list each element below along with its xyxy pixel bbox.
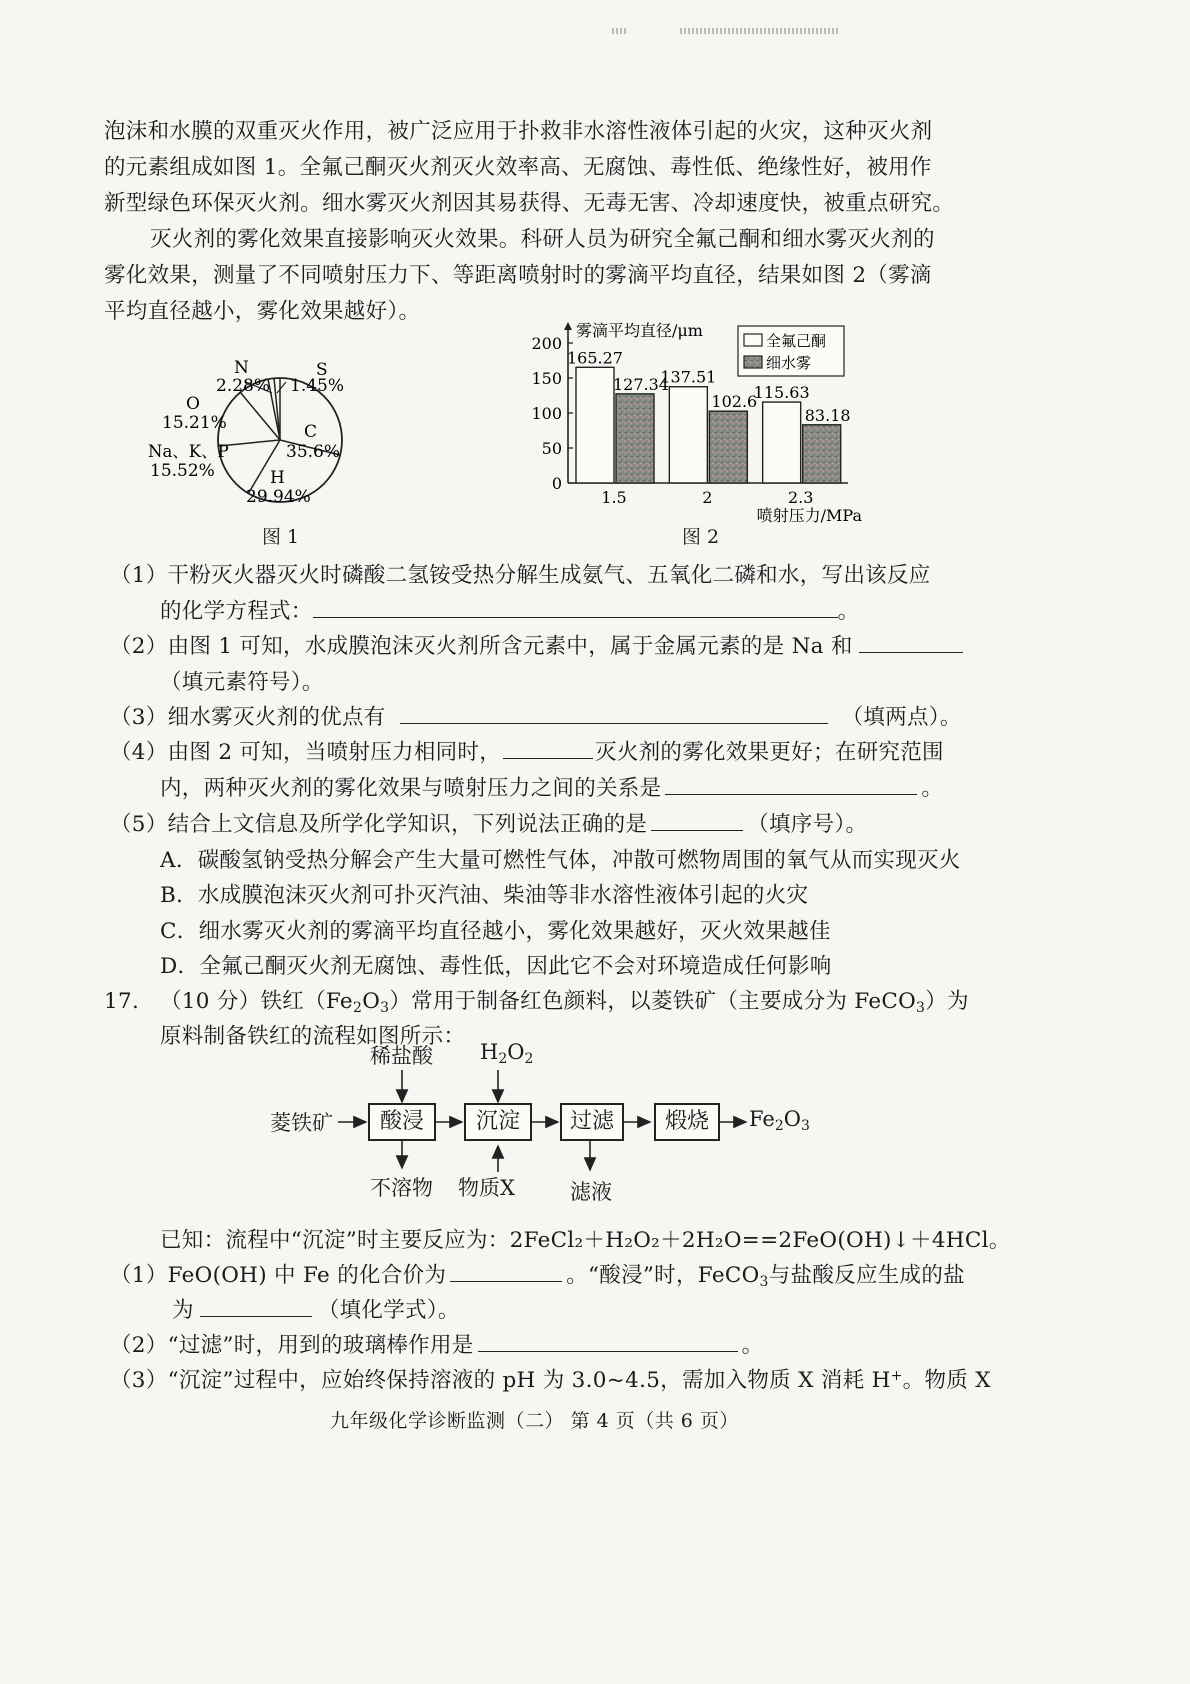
intro-line: 灭火剂的雾化效果直接影响灭火效果。科研人员为研究全氟己酮和细水雾灭火剂的 [150,227,935,252]
intro-line: 的元素组成如图 1。全氟己酮灭火剂灭火效率高、无腐蚀、毒性低、绝缘性好，被用作 [104,155,932,180]
pie-label-c-value: 35.6% [286,442,341,462]
q17-2 [110,1327,763,1365]
answer-blank[interactable] [400,699,828,724]
answer-blank[interactable] [313,593,838,618]
y-axis-label: 雾滴平均直径/μm [576,321,703,340]
bar-series-2 [616,394,654,483]
bar-series-2 [803,425,841,483]
y-tick-label: 200 [531,334,562,353]
leader-line [277,382,286,393]
q16-4-mid: 灭火剂的雾化效果更好；在研究范围 [595,740,944,765]
bar-value-label: 83.18 [804,405,851,425]
q17-3-part: 。物质 X [902,1368,991,1393]
flow-output-filtrate: 滤液 [570,1180,612,1204]
q16-1-prompt: 的化学方程式： [160,599,313,624]
q16-2-line1 [110,628,963,666]
q16-5 [110,806,867,844]
legend-entry: 细水雾 [766,354,812,372]
legend-swatch [744,334,762,346]
legend-entry: 全氟己酮 [766,332,827,350]
answer-blank[interactable] [450,1257,562,1282]
scan-mark [680,28,840,34]
q16-1-line1: （1）干粉灭火器灭火时磷酸二氢铵受热分解生成氨气、五氧化二磷和水，写出该反应 [110,563,931,588]
flow-output-insoluble: 不溶物 [370,1176,433,1200]
intro-line: 新型绿色环保灭火剂。细水雾灭火剂因其易获得、无毒无害、冷却速度快，被重点研究。 [104,191,955,216]
q17-number: 17. [104,989,140,1014]
x-tick-label: 2.3 [787,488,814,507]
bar-value-label: 127.34 [613,374,669,394]
pie-label-nakp-value: 15.52% [150,461,215,481]
q16-4-prompt: （4）由图 2 可知，当喷射压力相同时， [110,740,502,765]
bar-series-1 [576,367,614,483]
flow-step-calcine: 煅烧 [654,1103,720,1141]
flow-input-x: 物质X [458,1176,515,1200]
q16-4-line2 [160,770,943,808]
bar-series-1 [763,402,801,483]
pie-label-o-name: O [186,394,200,414]
flow-arrows [270,1060,830,1210]
q16-3-prompt: （3）细水雾灭火剂的优点有 [110,705,386,730]
intro-line: 泡沫和水膜的双重灭火作用，被广泛应用于扑救非水溶性液体引起的火灾，这种灭火剂 [104,119,933,144]
q16-4-prompt2: 内，两种灭火剂的雾化效果与喷射压力之间的关系是 [160,776,662,801]
q16-5-end: （填序号）。 [747,812,868,837]
q16-4-end: 。 [921,776,944,801]
q16-5-prompt: （5）结合上文信息及所学化学知识，下列说法正确的是 [110,812,648,837]
bar-value-label: 115.63 [753,383,810,403]
pie-label-n-name: N [234,358,249,378]
pie-label-h-name: H [270,468,285,488]
q17-stem-part: O [362,989,381,1014]
q17-stem-part: （10 分）铁红（Fe [160,989,353,1014]
answer-blank[interactable] [665,770,917,795]
q16-2-prompt: （2）由图 1 可知，水成膜泡沫灭火剂所含元素中，属于金属元素的是 Na 和 [110,634,853,659]
y-tick-label: 0 [551,474,562,493]
answer-blank[interactable] [651,806,743,831]
q16-1-end: 。 [837,599,860,624]
fig1-pie-chart [140,355,380,525]
pie-label-nakp-name: Na、K、P [148,442,229,461]
intro-line: 雾化效果，测量了不同喷射压力下、等距离喷射时的雾滴平均直径，结果如图 2（雾滴 [104,263,932,288]
bar-value-label: 165.27 [567,348,623,368]
pie-label-h-value: 29.94% [246,487,311,507]
y-axis-arrow [564,322,572,330]
y-tick-label: 100 [531,404,562,423]
q17-2-prompt: （2）“过滤”时，用到的玻璃棒作用是 [110,1333,474,1358]
q17-1-prompt: （1）FeO(OH) 中 Fe 的化合价为 [110,1263,447,1288]
q16-5-option-b[interactable]: B．水成膜泡沫灭火剂可扑灭汽油、柴油等非水溶性液体引起的火灾 [160,883,809,908]
q17-known-reaction: 已知：流程中“沉淀”时主要反应为：2FeCl₂＋H₂O₂＋2H₂O==2FeO(OH)↓＋4HCl。 [160,1228,1011,1253]
pie-slice-border [274,378,280,440]
q16-5-option-c[interactable]: C．细水雾灭火剂的雾滴平均直径越小，雾化效果越好，灭火效果越佳 [160,919,831,944]
pie-label-s-value: 1.45% [290,376,345,396]
q16-2-line2: （填元素符号）。 [160,670,324,695]
pie-label-n-value: 2.28% [216,376,271,396]
q17-2-end: 。 [741,1333,764,1358]
fig1-caption: 图 1 [262,526,300,548]
q17-stem-line2: 原料制备铁红的流程如图所示： [160,1024,466,1049]
flow-step-acid-leach: 酸浸 [368,1103,436,1141]
answer-blank[interactable] [859,628,963,653]
q16-1-line2 [160,593,859,631]
answer-blank[interactable] [478,1327,738,1352]
pie-label-s-name: S [316,360,328,380]
fig2-caption: 图 2 [682,526,720,548]
q17-1-end: 与盐酸反应生成的盐 [768,1263,965,1288]
bar-value-label: 102.6 [711,392,758,412]
pie-label-o-value: 15.21% [162,413,227,433]
q17-1-end2: （填化学式）。 [317,1298,460,1323]
bar-value-label: 137.51 [660,367,717,387]
answer-blank[interactable] [200,1292,312,1317]
q17-1-line1: （1）FeO(OH) 中 Fe 的化合价为 。“酸浸”时，FeCO$_3$与盐酸反应生成的盐 [110,1257,965,1295]
q17-3-part: （3）“沉淀”过程中，应始终保持溶液的 pH 为 3.0~4.5，需加入物质 X 消耗 H [110,1368,891,1393]
q17-3: （3）“沉淀”过程中，应始终保持溶液的 pH 为 3.0~4.5，需加入物质 X 消耗 H+。物质 X [110,1368,991,1393]
y-tick-label: 150 [531,369,562,388]
q16-3-end: （填两点）。 [841,705,962,730]
flow-input-hcl: 稀盐酸 [370,1044,433,1068]
flow-step-precipitate: 沉淀 [464,1103,532,1141]
legend-swatch [744,356,762,368]
flow-step-filter: 过滤 [560,1103,624,1141]
flow-raw-material: 菱铁矿 [270,1111,333,1135]
pie-slice-border [240,392,280,440]
q17-1-mid: 。“酸浸”时，FeCO [566,1263,760,1288]
q17-1-prompt2: 为 [172,1298,194,1323]
q17-stem-line1: （10 分）铁红$(Fe_2O_3)$常用于制备红色颜料，以菱铁矿（主要成分为 FeCO$_3$）为 [160,989,969,1016]
q17-stem-part: ）为 [925,989,969,1014]
fig2-bar-chart [510,320,870,530]
q17-stem-part: ）常用于制备红色颜料，以菱铁矿（主要成分为 FeCO [389,989,917,1014]
q16-4-line1 [110,734,944,772]
page-footer: 九年级化学诊断监测（二） 第 4 页（共 6 页） [330,1410,739,1432]
flow-product: $Fe_2O_3$ [749,1107,810,1134]
q16-5-option-a[interactable]: A．碳酸氢钠受热分解会产生大量可燃性气体，冲散可燃物周围的氧气从而实现灭火 [160,848,961,873]
x-tick-label: 2 [702,488,713,507]
q16-3 [110,699,962,737]
x-axis-label: 喷射压力/MPa [756,506,862,525]
bar-series-2 [709,411,747,483]
q16-5-option-d[interactable]: D．全氟己酮灭火剂无腐蚀、毒性低，因此它不会对环境造成任何影响 [160,954,832,979]
flow-input-h2o2: $H_2O_2$ [480,1040,534,1067]
scan-mark [612,28,628,34]
x-tick-label: 1.5 [601,488,627,507]
pie-label-c-name: C [304,422,318,442]
y-tick-label: 50 [541,439,562,458]
q17-1-line2 [172,1292,460,1330]
answer-blank[interactable] [503,734,593,759]
bar-series-1 [669,387,707,483]
intro-line: 平均直径越小，雾化效果越好）。 [104,299,421,324]
